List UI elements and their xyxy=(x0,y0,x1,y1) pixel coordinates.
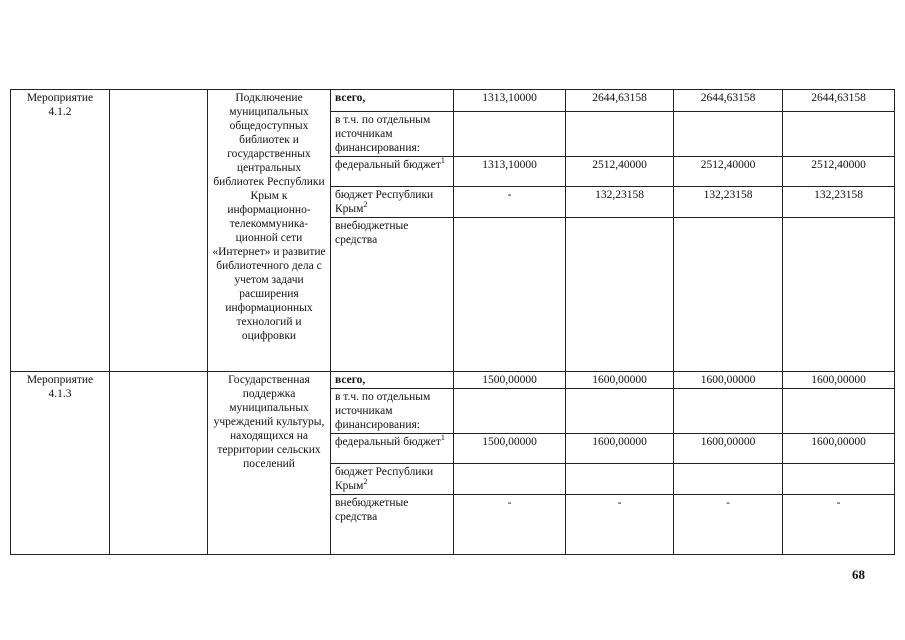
value-cell: - xyxy=(454,187,566,218)
total-label: всего, xyxy=(335,374,366,386)
value-cell xyxy=(566,464,674,495)
page-number: 68 xyxy=(852,567,865,582)
value-cell xyxy=(454,389,566,434)
value-cell: - xyxy=(566,495,674,555)
value-cell: 132,23158 xyxy=(674,187,783,218)
value-cell xyxy=(566,218,674,372)
source-label-cell xyxy=(331,434,454,464)
source-label-cell: в т.ч. по отдельным источникам финансирования: xyxy=(331,112,454,157)
value-cell xyxy=(674,389,783,434)
value-cell: 132,23158 xyxy=(566,187,674,218)
value-cell: 2512,40000 xyxy=(566,157,674,187)
value-cell: 1600,00000 xyxy=(566,372,674,389)
source-label-cell xyxy=(331,90,454,112)
funding-table xyxy=(10,89,895,555)
value-cell: 1600,00000 xyxy=(566,434,674,464)
table-row xyxy=(11,372,895,389)
source-label-cell xyxy=(331,372,454,389)
value-cell: 2512,40000 xyxy=(783,157,895,187)
footnote-mark: 2 xyxy=(363,477,368,487)
value-cell xyxy=(783,464,895,495)
value-cell: 132,23158 xyxy=(783,187,895,218)
value-cell: 1600,00000 xyxy=(783,434,895,464)
event-code-cell: Мероприятие 4.1.2 xyxy=(11,90,110,372)
source-label-cell xyxy=(331,187,454,218)
value-cell: - xyxy=(454,495,566,555)
source-label: бюджет Республики Крым xyxy=(335,189,434,215)
empty-cell xyxy=(110,372,208,555)
value-cell xyxy=(674,464,783,495)
source-label-cell: в т.ч. по отдельным источникам финансирования: xyxy=(331,389,454,434)
value-cell xyxy=(783,112,895,157)
value-cell: - xyxy=(783,495,895,555)
source-label-cell: внебюджетные средства xyxy=(331,218,454,372)
value-cell: 2644,63158 xyxy=(674,90,783,112)
total-label: всего, xyxy=(335,92,366,104)
event-code-cell: Мероприятие 4.1.3 xyxy=(11,372,110,555)
value-cell xyxy=(454,464,566,495)
value-cell: 1313,10000 xyxy=(454,157,566,187)
value-cell xyxy=(566,112,674,157)
source-label: бюджет Республики Крым xyxy=(335,466,434,492)
value-cell xyxy=(454,112,566,157)
value-cell: 1500,00000 xyxy=(454,434,566,464)
empty-cell xyxy=(110,90,208,372)
value-cell: 1500,00000 xyxy=(454,372,566,389)
value-cell xyxy=(674,218,783,372)
value-cell: 1600,00000 xyxy=(783,372,895,389)
event-name-cell: Подключение муниципальных общедоступных библиотек и государственных центральных библиотек Республики Крым к информационно-телекоммуника-ционной сети «Интернет» и развитие библиотечного дела с учетом задачи расширения информационных технологий и оцифровки xyxy=(208,90,331,372)
value-cell: 1600,00000 xyxy=(674,434,783,464)
value-cell xyxy=(783,389,895,434)
footnote-mark: 1 xyxy=(440,433,445,443)
source-label-cell: внебюджетные средства xyxy=(331,495,454,555)
value-cell: 2512,40000 xyxy=(674,157,783,187)
source-label-cell xyxy=(331,157,454,187)
value-cell: - xyxy=(674,495,783,555)
value-cell: 2644,63158 xyxy=(783,90,895,112)
footnote-mark: 2 xyxy=(363,200,368,210)
source-label: федеральный бюджет xyxy=(335,436,441,448)
value-cell: 1600,00000 xyxy=(674,372,783,389)
footnote-mark: 1 xyxy=(440,156,445,166)
source-label-cell xyxy=(331,464,454,495)
source-label: федеральный бюджет xyxy=(335,159,441,171)
value-cell xyxy=(454,218,566,372)
value-cell xyxy=(566,389,674,434)
value-cell: 1313,10000 xyxy=(454,90,566,112)
value-cell: 2644,63158 xyxy=(566,90,674,112)
table-row xyxy=(11,90,895,112)
value-cell xyxy=(674,112,783,157)
event-name-cell: Государственная поддержка муниципальных учреждений культуры, находящихся на территории сельских поселений xyxy=(208,372,331,555)
value-cell xyxy=(783,218,895,372)
